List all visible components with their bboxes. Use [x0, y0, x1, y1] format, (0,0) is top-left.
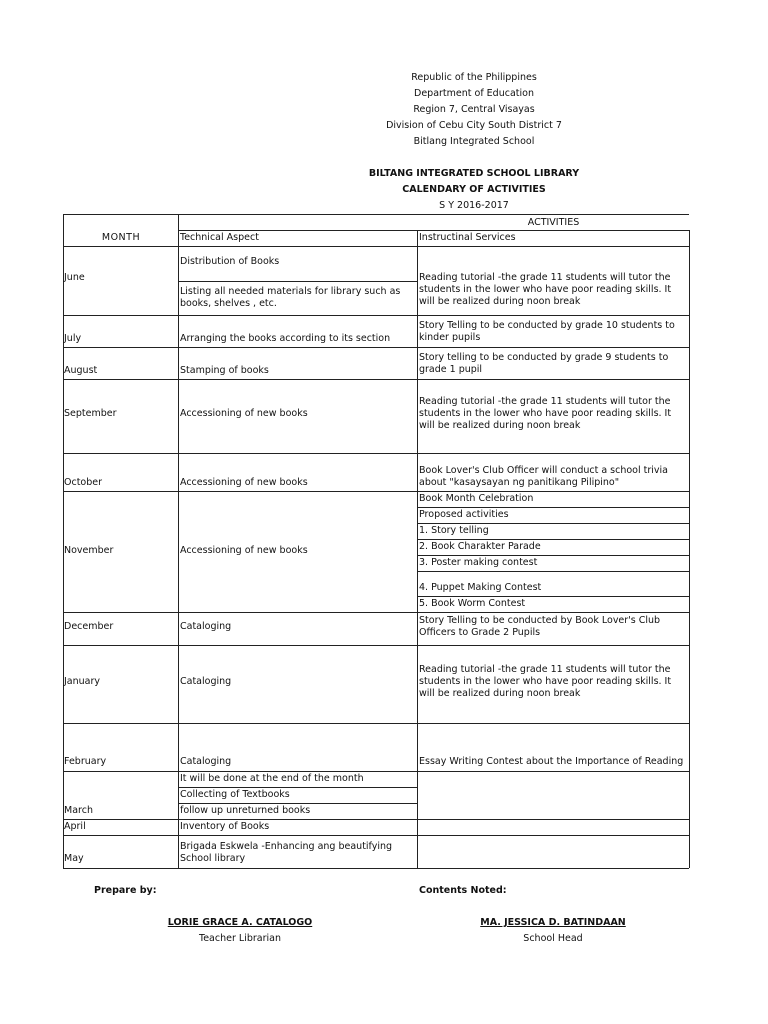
table-border-bottom [63, 868, 689, 869]
header-line-region: Region 7, Central Visayas [413, 104, 535, 115]
table-rule [63, 723, 689, 724]
month-january: January [64, 676, 101, 687]
july-instructional: Story Telling to be conducted by grade 10 students to kinder pupils [419, 320, 675, 343]
table-rule [63, 612, 689, 613]
june-instructional: Reading tutorial -the grade 11 students will tutor the students in the lower who have poor reading skills. It will be realized during noon break [419, 272, 672, 307]
month-march: March [64, 805, 93, 816]
table-rule [417, 507, 689, 508]
librarian-title: Teacher Librarian [199, 933, 281, 944]
table-rule [63, 453, 689, 454]
header-line-republic: Republic of the Philippines [411, 72, 537, 83]
table-rule [178, 803, 417, 804]
header-line-department: Department of Education [414, 88, 534, 99]
table-rule [417, 571, 689, 572]
table-border-right [689, 230, 690, 868]
instructional-services-header: Instructinal Services [419, 232, 516, 243]
table-rule [63, 819, 689, 820]
march-technical-3: follow up unreturned books [180, 805, 311, 816]
month-october: October [64, 477, 103, 488]
june-technical-1: Distribution of Books [180, 256, 280, 267]
september-technical: Accessioning of new books [180, 408, 308, 419]
april-technical: Inventory of Books [180, 821, 270, 832]
november-instructional-1: Book Month Celebration [419, 493, 534, 504]
month-april: April [64, 821, 86, 832]
contents-noted-label: Contents Noted: [419, 885, 507, 896]
october-technical: Accessioning of new books [180, 477, 308, 488]
month-may: May [64, 853, 84, 864]
june-technical-2: Listing all needed materials for library such as books, shelves , etc. [180, 286, 401, 309]
table-rule [178, 787, 417, 788]
table-border-top-month [63, 214, 178, 215]
table-divider-technical [417, 230, 418, 868]
table-rule [63, 379, 689, 380]
may-technical: Brigada Eskwela -Enhancing ang beautifying School library [180, 841, 393, 864]
school-year: S Y 2016-2017 [439, 200, 509, 211]
school-head-name: MA. JESSICA D. BATINDAAN [480, 917, 626, 928]
table-rule [63, 491, 689, 492]
document-title: BILTANG INTEGRATED SCHOOL LIBRARY [368, 168, 580, 179]
table-rule [417, 555, 689, 556]
month-february: February [64, 756, 107, 767]
september-instructional: Reading tutorial -the grade 11 students will tutor the students in the lower who have poor reading skills. It will be realized during noon break [419, 396, 672, 431]
month-november: November [64, 545, 114, 556]
february-instructional: Essay Writing Contest about the Importance of Reading [419, 756, 684, 767]
school-head-title: School Head [523, 933, 583, 944]
february-technical: Cataloging [180, 756, 232, 767]
table-border-left [63, 214, 64, 868]
october-instructional: Book Lover's Club Officer will conduct a school trivia about "kasaysayan ng panitikang Pilipino" [419, 465, 669, 488]
november-technical: Accessioning of new books [180, 545, 308, 556]
january-instructional: Reading tutorial -the grade 11 students will tutor the students in the lower who have poor reading skills. It will be realized during noon break [419, 664, 672, 699]
month-column-header: MONTH [101, 232, 141, 243]
month-july: July [64, 333, 82, 344]
march-technical-2: Collecting of Textbooks [180, 789, 290, 800]
month-december: December [64, 621, 114, 632]
january-technical: Cataloging [180, 676, 232, 687]
table-rule [63, 645, 689, 646]
prepared-by-label: Prepare by: [94, 885, 157, 896]
document-subtitle: CALENDARY OF ACTIVITIES [402, 184, 546, 195]
librarian-name: LORIE GRACE A. CATALOGO [167, 917, 313, 928]
activities-header: ACTIVITIES [527, 217, 580, 228]
month-june: June [64, 272, 85, 283]
november-instructional-3: 1. Story telling [419, 525, 489, 536]
november-instructional-5: 3. Poster making contest [419, 557, 538, 568]
table-rule [63, 347, 689, 348]
table-rule [417, 596, 689, 597]
month-august: August [64, 365, 98, 376]
november-instructional-4: 2. Book Charakter Parade [419, 541, 541, 552]
march-technical-1: It will be done at the end of the month [180, 773, 364, 784]
technical-aspect-header: Technical Aspect [180, 232, 259, 243]
table-border-top-activities [178, 214, 689, 215]
table-rule [178, 281, 417, 282]
december-technical: Cataloging [180, 621, 232, 632]
november-instructional-7: 5. Book Worm Contest [419, 598, 526, 609]
august-instructional: Story telling to be conducted by grade 9 students to grade 1 pupil [419, 352, 669, 375]
table-rule [63, 771, 689, 772]
table-rule [63, 835, 689, 836]
header-line-division: Division of Cebu City South District 7 [386, 120, 562, 131]
table-rule [178, 230, 689, 231]
july-technical: Arranging the books according to its section [180, 333, 391, 344]
november-instructional-2: Proposed activities [419, 509, 509, 520]
august-technical: Stamping of books [180, 365, 269, 376]
december-instructional: Story Telling to be conducted by Book Lover's Club Officers to Grade 2 Pupils [419, 615, 661, 638]
table-rule [417, 523, 689, 524]
table-rule [63, 315, 689, 316]
header-line-school: Bitlang Integrated School [413, 136, 535, 147]
table-rule [417, 539, 689, 540]
table-rule [63, 246, 689, 247]
november-instructional-6: 4. Puppet Making Contest [419, 582, 542, 593]
month-september: September [64, 408, 117, 419]
table-divider-month [178, 214, 179, 868]
